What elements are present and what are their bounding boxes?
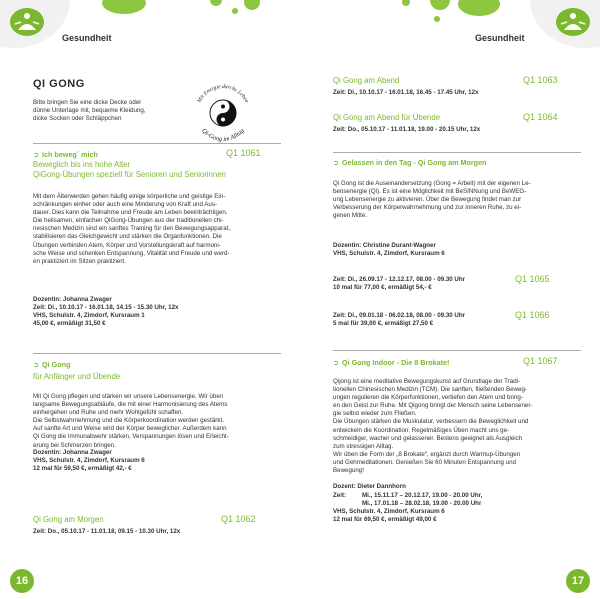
decor-dot — [244, 0, 260, 10]
page-number: 16 — [10, 569, 34, 593]
course-subtitle: Beweglich bis ins hohe Alter QiGong-Übungen speziell für Senioren und Seniorinnen — [33, 160, 226, 179]
right-page — [300, 0, 600, 599]
divider — [33, 353, 281, 354]
badge-top-text: Mit Energie durchs Leben — [196, 83, 250, 104]
course-time: Zeit: Di., 10.10.17 - 16.01.18, 16.45 - 17.45 Uhr, 12x — [333, 89, 479, 96]
meditation-logo-icon — [10, 8, 44, 36]
course-code: Q1 1063 — [523, 75, 558, 85]
decor-dot — [232, 8, 238, 14]
course-title: ➲ Qi Gong Indoor - Die 8 Brokate! — [333, 358, 450, 367]
course-lecturer: Dozent: Dieter Dannhorn — [333, 483, 406, 490]
course-subtitle: für Anfänger und Übende — [33, 372, 121, 381]
course-description: Mit dem Älterwerden gehen häufig einige körperliche und geistige Ein- schränkungen einher oder auch eine Minderung von Kraft und Aus- dauer. Dies kann die Teilnahme und Freude am Leben beeinträchtigen. Die heilsamen, einfachen QiGong-Übungen aus der traditionellen chi- nesischen Medizin sind ein sanftes Training für den Bewegungsapparat, stabilisieren das Gleichgewicht und stärken die Organfunktionen. Die Übungen verbinden Atem, Körper und Vorstellungskraft auf harmoni- sche Weise und schenken Entspannung, Vitalität und Freude und werd- en praktiziert im Sitzen praktiziert. — [33, 193, 231, 265]
section-title: QI GONG — [33, 78, 85, 90]
course-date-2: Zeit: Di., 09.01.18 - 06.02.18, 08.00 - 09.30 Uhr 5 mal für 39,00 €, ermäßigt 27,50 € — [333, 312, 466, 328]
course-time: Zeit: Do., 05.10.17 - 11.01.18, 19.00 - 20.15 Uhr, 12x — [333, 126, 481, 133]
qigong-badge-icon — [190, 80, 256, 146]
course-code: Q1 1067 — [523, 356, 558, 366]
course-title: ➲ Qi Gong — [33, 360, 71, 369]
divider — [333, 350, 581, 351]
meditation-logo-icon — [556, 8, 590, 36]
decor-dot — [458, 0, 500, 16]
divider — [333, 152, 581, 153]
decor-dot — [430, 0, 450, 10]
course-description: Qi Gong ist die Auseinandersetzung (Gong = Arbeit) mit der eigenen Le- bensenergie (Qi). Es ist eine Möglichkeit mit BeSINNung und BeWEG- ung Lebensenergie zu aktivieren. Über die Bewegung findet man zur Verbesserung der Körperwahrnehmung und zur inneren Ruhe, zu ei- genen Mitte. — [333, 180, 531, 220]
course-code: Q1 1065 — [515, 274, 550, 284]
course-date-1: Zeit: Di., 26.09.17 - 12.12.17, 08.00 - 09.30 Uhr 10 mal für 77,00 €, ermäßigt 54,- € — [333, 276, 466, 292]
course-title: ➲ Gelassen in den Tag - Qi Gong am Morgen — [333, 158, 487, 167]
arrow-right-icon: ➲ — [333, 158, 340, 167]
decor-dot — [402, 0, 410, 6]
page-header: Gesundheit — [62, 33, 112, 43]
course-description: Mit Qi Gong pflegen und stärken wir unsere Lebensenergie. Wir üben langsame Bewegungsabläufe, die mit einer Harmonisierung des Atems einhergehen und Ruhe und mehr Wohlgefühl schaffen. Die Selbstwahrnehmung und die Körperkoordination werden gestärkt. Auf sanfte Art und Weise wird der Körper beweglicher. Außerdem kann Qi Gong die Immunabwehr stärken, Verspannungen lösen und Erleicht- erung bei Schmerzen bringen. — [33, 393, 229, 449]
course-title: Qi Gong am Abend für Übende — [333, 113, 441, 122]
course-code: Q1 1064 — [523, 112, 558, 122]
course-time: Zeit: Do., 05.10.17 - 11.01.18, 09.15 - 10.30 Uhr, 12x — [33, 528, 181, 535]
course-details: Dozentin: Johanna Zwager VHS, Schulstr. 4, Zimdorf, Kursraum 6 12 mal für 59,50 €, ermäßigt 42,- € — [33, 449, 145, 473]
page-header: Gesundheit — [475, 33, 525, 43]
course-time-label: Zeit: — [333, 492, 347, 499]
course-details: Dozentin: Johanna Zwager Zeit: Di., 10.10.17 - 16.01.18, 14.15 - 15.30 Uhr, 12x VHS, Schulstr. 4, Zimdorf, Kursraum 1 45,00 €, ermäßigt 31,50 € — [33, 296, 179, 328]
course-title: Qi Gong am Abend — [333, 76, 400, 85]
decor-dot — [434, 16, 440, 22]
page-number: 17 — [566, 569, 590, 593]
course-code: Q1 1062 — [221, 514, 256, 524]
arrow-right-icon: ➲ — [333, 358, 340, 367]
course-code: Q1 1061 — [226, 148, 261, 158]
course-details: Dozentin: Christine Durant-Wagner VHS, Schulstr. 4, Zimdorf, Kursraum 6 — [333, 242, 445, 258]
course-title: Qi Gong am Morgen — [33, 515, 104, 524]
course-code: Q1 1066 — [515, 310, 550, 320]
decor-dot — [210, 0, 222, 6]
intro-text: Bitte bringen Sie eine dicke Decke oder dünne Unterlage mit, bequeme Kleidung, dicke Socken oder Schläppchen — [33, 99, 146, 123]
arrow-right-icon: ➲ — [33, 360, 40, 369]
badge-bottom-text: Qi-Gong im Alltag — [200, 127, 246, 144]
course-times: Mi., 15.11.17 – 20.12.17, 19.00 - 20.00 Uhr, Mi., 17.01.18 – 28.02.18, 19.00 - 20.00 Uhr — [362, 492, 483, 508]
course-details: VHS, Schulstr. 4, Zimdorf, Kursraum 6 12 mal für 69,50 €, ermäßigt 49,00 € — [333, 508, 445, 524]
course-title: ➲ Ich beweg´ mich — [33, 150, 98, 159]
svg-text:Qi-Gong im Alltag — [200, 127, 246, 143]
divider — [33, 143, 281, 144]
arrow-right-icon: ➲ — [33, 150, 40, 159]
decor-dot — [102, 0, 146, 14]
course-description: Qijong ist eine meditative Bewegungskunst auf Grundlage der Tradi- tionellen Chinesischen Medizin (TCM). Die sanften, fließenden Beweg- ungen regulieren die Körperfunktionen, vertiefen den Atem und bring- en den Geist zur Ruhe. Mit Qigong bringt der Mensch seine Lebensener- gie selbst wieder zum Fließen. Die Übungen stärken die Muskulatur, verbessern die Beweglichkeit und entwickeln die Koordination. Regelmäßiges Üben macht uns ge- schmeidiger, wacher und gelassener. Bestens geeignet als Ausgleich zum stressigen Alltag. Wir üben die Form der „8 Brokate“, ergänzt durch Warmup-Übungen und Gehmeditationen. Genießen Sie 60 Minuten Entspannung und Bewegung! — [333, 378, 533, 475]
